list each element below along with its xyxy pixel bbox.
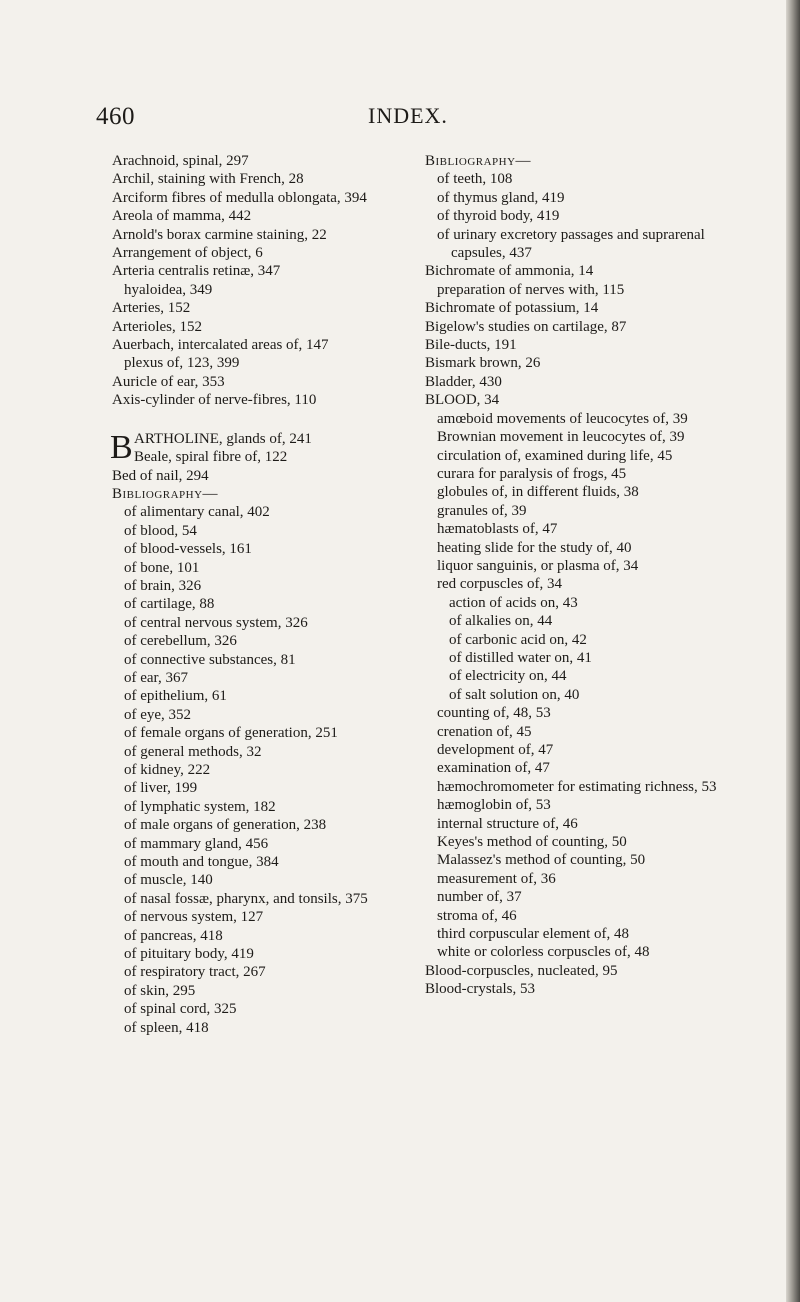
index-entry: plexus of, 123, 399 [124, 355, 240, 372]
index-entry: of muscle, 140 [124, 872, 213, 889]
index-entry: of liver, 199 [124, 780, 198, 797]
index-entry: Arterioles, 152 [112, 318, 202, 335]
dropcap-letter: B [110, 428, 133, 466]
index-entry: of brain, 326 [124, 577, 202, 594]
index-entry: BLOOD, 34 [425, 392, 500, 409]
index-entry: action of acids on, 43 [449, 594, 578, 611]
index-entry: Bile-ducts, 191 [425, 337, 517, 354]
index-entry: third corpuscular element of, 48 [437, 926, 630, 943]
index-entry: Arachnoid, spinal, 297 [112, 153, 249, 169]
index-entry: of mouth and tongue, 384 [124, 854, 279, 871]
index-entry: Axis-cylinder of nerve-fibres, 110 [112, 392, 317, 409]
page-header [0, 103, 800, 137]
index-entry: of nervous system, 127 [124, 909, 264, 926]
index-entry: of electricity on, 44 [449, 668, 567, 685]
index-entry: heating slide for the study of, 40 [437, 539, 632, 556]
index-entry: preparation of nerves with, 115 [437, 281, 625, 298]
index-entry: Arteries, 152 [112, 300, 191, 317]
index-entry: of blood, 54 [124, 522, 197, 539]
index-entry: of salt solution on, 40 [449, 686, 580, 703]
index-entry: Bigelow's studies on cartilage, 87 [425, 318, 627, 335]
index-entry: of eye, 352 [124, 706, 192, 723]
index-entry: amœboid movements of leucocytes of, 39 [437, 410, 688, 427]
index-entry: of blood-vessels, 161 [124, 541, 252, 558]
index-entry: circulation of, examined during life, 45 [437, 447, 673, 464]
index-entry: Bichromate of potassium, 14 [425, 300, 599, 317]
index-entry: of thymus gland, 419 [437, 189, 565, 206]
section-gap [112, 410, 402, 430]
index-entry: internal structure of, 46 [437, 815, 578, 832]
index-section-b [112, 467, 402, 1038]
index-entry: Brownian movement in leucocytes of, 39 [437, 429, 685, 446]
index-column-left [112, 152, 402, 1037]
index-entry: of spinal cord, 325 [124, 1001, 237, 1018]
index-entry: development of, 47 [437, 742, 554, 758]
index-entry: of cartilage, 88 [124, 596, 215, 613]
index-entry: hæmoglobin of, 53 [437, 797, 551, 814]
index-entry: of nasal fossæ, pharynx, and tonsils, 375 [124, 890, 368, 907]
index-entry: of bone, 101 [124, 559, 200, 576]
index-entry: counting of, 48, 53 [437, 705, 551, 722]
index-entry: of distilled water on, 41 [449, 649, 592, 666]
index-entry: of carbonic acid on, 42 [449, 631, 587, 648]
index-entry: of female organs of generation, 251 [124, 725, 338, 742]
index-entry: of alimentary canal, 402 [124, 504, 270, 521]
index-entry: of respiratory tract, 267 [124, 964, 266, 981]
index-entry: of pituitary body, 419 [124, 946, 254, 963]
index-entry-beale [112, 448, 402, 466]
index-entry: hæmatoblasts of, 47 [437, 521, 558, 538]
index-entry: globules of, in different fluids, 38 [437, 484, 639, 501]
index-entry: Bibliography— [425, 153, 532, 169]
index-entry: of spleen, 418 [124, 1019, 209, 1036]
index-entry-text: ARTHOLINE, glands of, 241 [134, 430, 312, 447]
index-entry: stroma of, 46 [437, 907, 517, 924]
index-entry: of cerebellum, 326 [124, 633, 237, 650]
index-entry: liquor sanguinis, or plasma of, 34 [437, 557, 639, 574]
index-entry: of lymphatic system, 182 [124, 798, 276, 815]
index-entry: Arciform fibres of medulla oblongata, 394 [112, 189, 367, 206]
index-section-b-continued [425, 152, 725, 999]
index-entry: measurement of, 36 [437, 870, 556, 887]
index-section-a [112, 152, 402, 410]
index-entry: of epithelium, 61 [124, 688, 227, 705]
index-entry: hyaloidea, 349 [124, 281, 213, 298]
index-column-right [425, 152, 725, 999]
index-entry: Auerbach, intercalated areas of, 147 [112, 337, 329, 354]
index-entry: Blood-corpuscles, nucleated, 95 [425, 962, 618, 979]
index-entry: Bichromate of ammonia, 14 [425, 263, 594, 280]
index-entry: of mammary gland, 456 [124, 835, 269, 852]
index-entry: Arnold's borax carmine staining, 22 [112, 226, 327, 243]
index-entry: of pancreas, 418 [124, 927, 223, 944]
index-entry: Keyes's method of counting, 50 [437, 834, 627, 851]
index-entry: Areola of mamma, 442 [112, 208, 252, 225]
index-entry: Arrangement of object, 6 [112, 245, 263, 262]
index-entry: crenation of, 45 [437, 723, 532, 740]
index-entry: Bed of nail, 294 [112, 467, 209, 484]
index-entry: Blood-crystals, 53 [425, 981, 535, 998]
index-entry-text: Beale, spiral fibre of, 122 [134, 449, 288, 466]
index-entry: of skin, 295 [124, 982, 196, 999]
index-entry: Auricle of ear, 353 [112, 373, 225, 390]
index-entry: of thyroid body, 419 [437, 208, 560, 225]
index-entry: Arteria centralis retinæ, 347 [112, 263, 281, 280]
index-entry: of general methods, 32 [124, 743, 262, 760]
index-entry: Archil, staining with French, 28 [112, 171, 304, 188]
index-entry: of connective substances, 81 [124, 651, 296, 668]
index-entry: hæmochromometer for estimating richness, 53 [437, 778, 717, 795]
running-head: INDEX. [368, 103, 448, 128]
index-entry: of teeth, 108 [437, 171, 513, 188]
page-edge-shadow [786, 0, 800, 1302]
index-entry: granules of, 39 [437, 502, 527, 519]
index-entry: of ear, 367 [124, 669, 188, 686]
index-entry: Bladder, 430 [425, 373, 502, 390]
index-entry: Malassez's method of counting, 50 [437, 852, 646, 869]
index-entry: of alkalies on, 44 [449, 613, 553, 630]
index-entry: of kidney, 222 [124, 762, 211, 778]
index-entry: of urinary excretory passages and suprarenal capsules, 437 [437, 226, 705, 262]
index-entry: of central nervous system, 326 [124, 614, 308, 631]
index-entry: Bibliography— [112, 485, 219, 502]
page-number: 460 [96, 103, 135, 130]
index-entry: number of, 37 [437, 889, 522, 906]
index-entry: examination of, 47 [437, 760, 550, 777]
index-entry: of male organs of generation, 238 [124, 817, 327, 834]
index-entry: Bismark brown, 26 [425, 355, 541, 372]
index-entry: red corpuscles of, 34 [437, 576, 562, 593]
index-entry: curara for paralysis of frogs, 45 [437, 465, 627, 482]
index-entry: white or colorless corpuscles of, 48 [437, 944, 650, 961]
